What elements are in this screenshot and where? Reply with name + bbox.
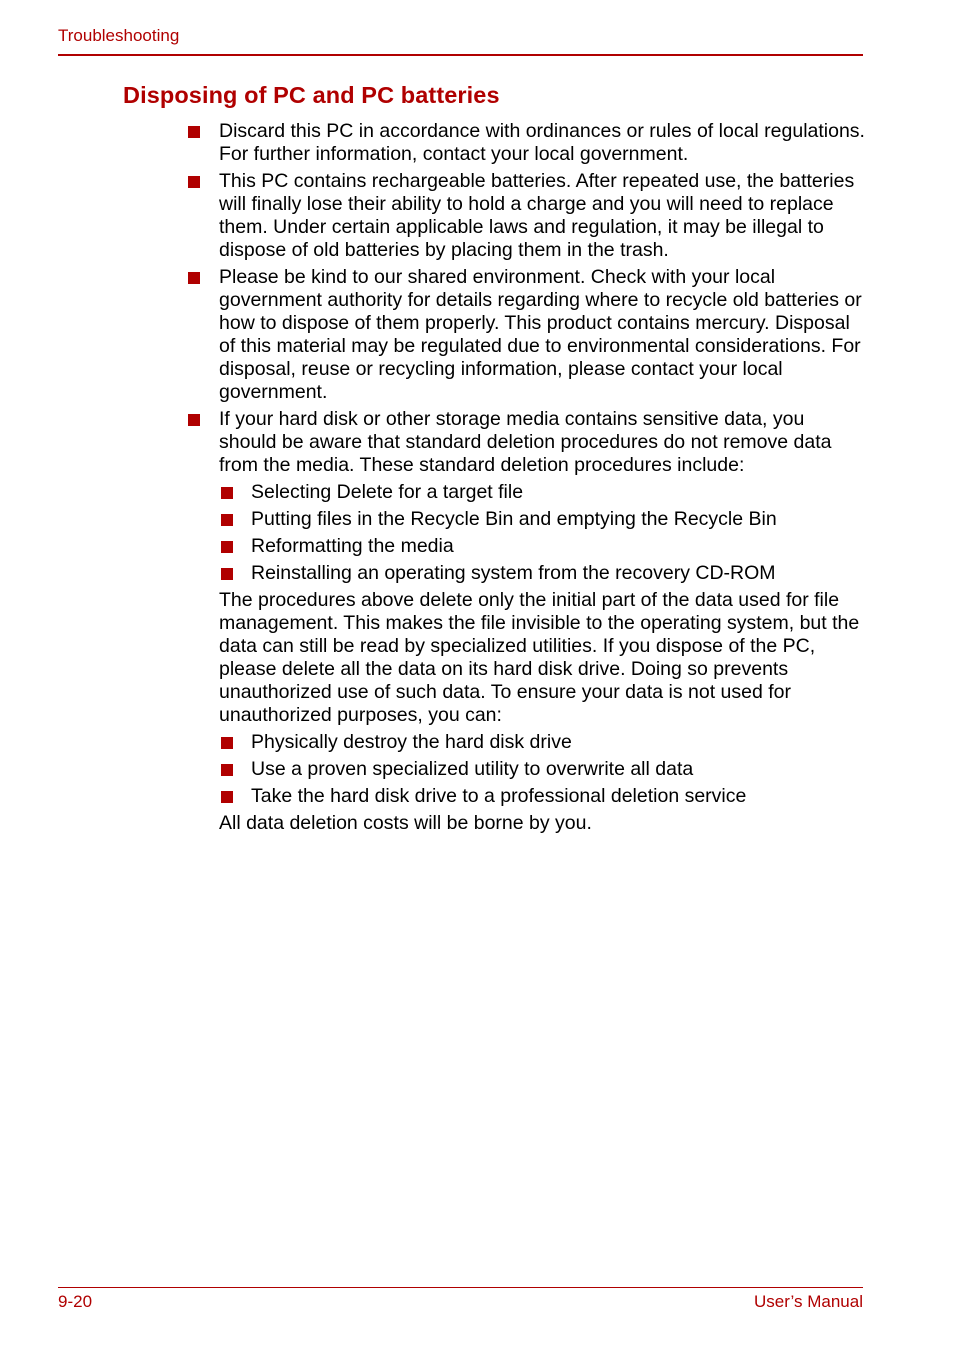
header-divider [58,54,863,56]
section-body [187,120,867,839]
list-item-text: Putting files in the Recycle Bin and emptying the Recycle Bin [251,508,777,530]
list-item [219,562,867,585]
disposal-bullet-list [187,120,867,835]
list-item [187,120,867,166]
square-bullet-icon [221,737,233,749]
list-item-text: Physically destroy the hard disk drive [251,731,572,753]
list-item-text: Selecting Delete for a target file [251,481,524,503]
footer-divider [58,1287,863,1288]
square-bullet-icon [188,126,200,138]
deletion-procedures-list [219,481,867,585]
list-item-text: This PC contains rechargeable batteries. After repeated use, the batteries will finally lose their ability to hold a charge and you will need to replace them. Under certain applicable laws and regulation, it may be illegal to dispose of old batteries by placing them in the trash. [219,170,855,261]
square-bullet-icon [188,176,200,188]
square-bullet-icon [221,791,233,803]
page-number: 9-20 [58,1292,93,1311]
square-bullet-icon [188,272,200,284]
list-item-text: Please be kind to our shared environment. Check with your local government authority for details regarding where to recycle old batteries or how to dispose of them properly. This product contains mercury. Disposal of this material may be regulated due to environmental considerations. For disposal, reuse or recycling information, please contact your local government. [219,266,862,403]
list-item [219,731,867,754]
procedures-paragraph: The procedures above delete only the initial part of the data used for file management. This makes the file invisible to the operating system, but the data can still be read by specialized utilities. If you dispose of the PC, please delete all the data on its hard disk drive. Doing so prevents unauthorized use of such data. To ensure your data is not used for unauthorized purposes, you can: [219,589,860,726]
list-item [187,170,867,262]
list-item [187,266,867,404]
list-item-text: Use a proven specialized utility to overwrite all data [251,758,694,780]
protection-options-list [219,731,867,808]
square-bullet-icon [221,514,233,526]
section-title: Disposing of PC and PC batteries [123,82,500,108]
list-item-text: Reformatting the media [251,535,454,557]
list-item [219,535,867,558]
list-item [187,408,867,835]
list-item [219,758,867,781]
square-bullet-icon [188,414,200,426]
square-bullet-icon [221,487,233,499]
running-header: Troubleshooting [58,26,180,45]
closing-paragraph: All data deletion costs will be borne by you. [219,812,592,834]
list-item-text: If your hard disk or other storage media contains sensitive data, you should be aware that standard deletion procedures do not remove data from the media. These standard deletion procedures include: [219,408,832,476]
list-item [219,785,867,808]
list-item-text: Reinstalling an operating system from the recovery CD-ROM [251,562,776,584]
square-bullet-icon [221,764,233,776]
square-bullet-icon [221,541,233,553]
manual-name: User’s Manual [754,1292,863,1311]
square-bullet-icon [221,568,233,580]
list-item-text: Discard this PC in accordance with ordinances or rules of local regulations. For further information, contact your local government. [219,120,865,165]
list-item-text: Take the hard disk drive to a professional deletion service [251,785,747,807]
list-item [219,481,867,504]
list-item [219,508,867,531]
